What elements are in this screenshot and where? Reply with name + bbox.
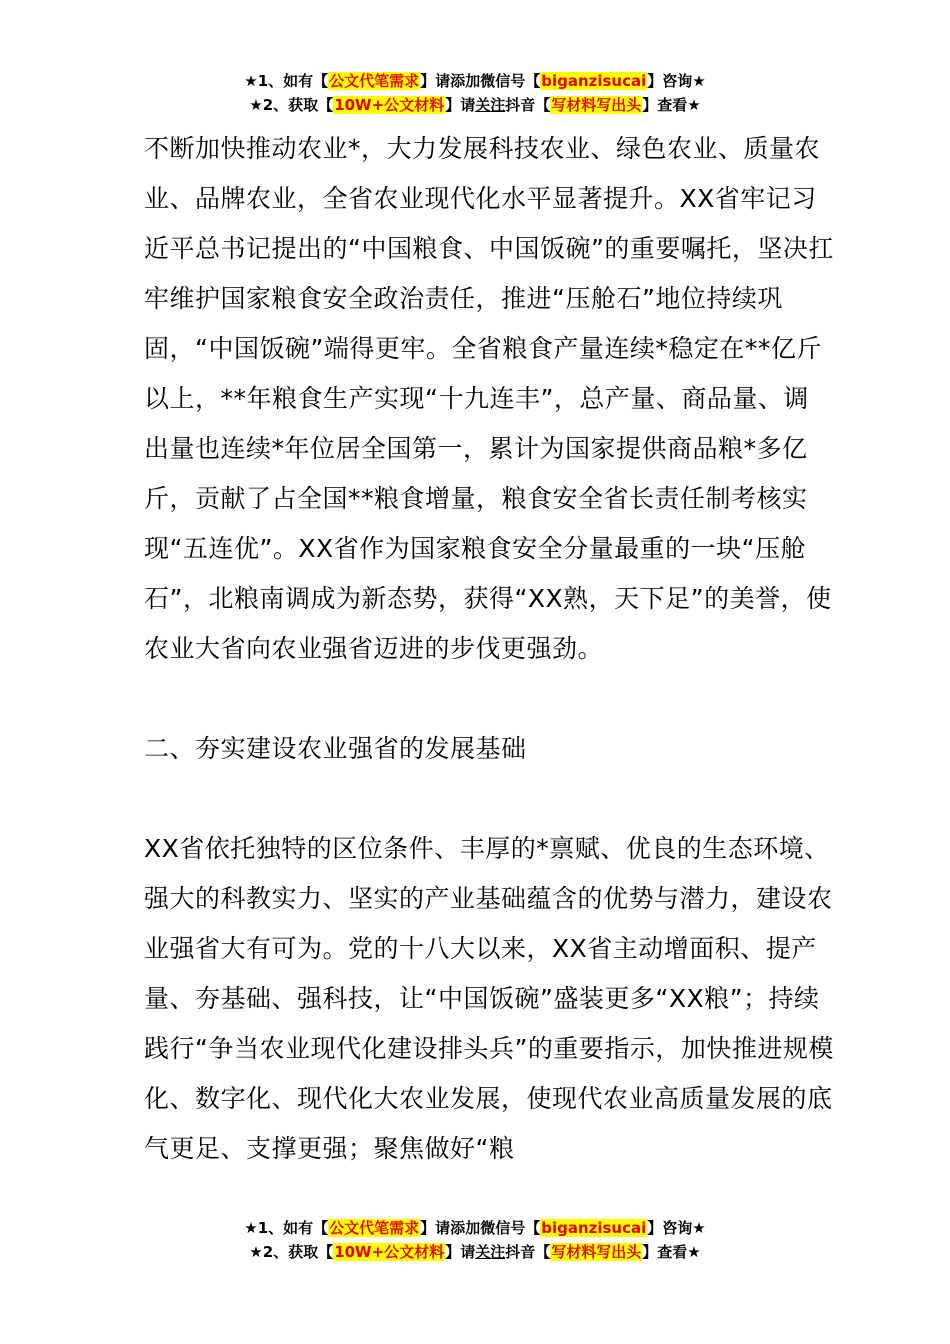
banner-text: 微信号【 bbox=[480, 72, 541, 90]
banner-text: 加 bbox=[465, 72, 481, 90]
banner-text: 】请添 bbox=[420, 1219, 466, 1237]
banner-highlight-douyin: 写材料写出头 bbox=[551, 1243, 642, 1261]
banner-text: 】咨询★ bbox=[647, 1219, 706, 1237]
paragraph-2: XX省依托独特的区位条件、丰厚的*禀赋、优良的生态环境、强大的科教实力、坚实的产业基础蕴含的优势与潜力，建设农业强省大有可为。党的十八大以来，XX省主动增面积、提产量、夯基础、强科技，让“中国饭碗”盛装更多“XX粮”；持续践行“争当农业现代化建设排头兵”的重要指示，加快推进规模化、数字化、现代化大农业发展，使现代农业高质量发展的底气更足、支撑更强；聚焦做好“粮 bbox=[144, 834, 834, 1163]
banner-text: 关注 bbox=[475, 96, 506, 114]
banner-text: 】请 bbox=[445, 96, 476, 114]
banner-text: 】请添 bbox=[420, 72, 466, 90]
document-body bbox=[144, 124, 834, 1174]
banner-highlight: 10W+公文材料 bbox=[334, 1243, 445, 1261]
banner-text: 抖音【 bbox=[505, 96, 551, 114]
banner-text: 】查看★ bbox=[642, 1243, 701, 1261]
banner-text: 】咨询★ bbox=[647, 72, 706, 90]
banner-highlight: 公文代笔需求 bbox=[329, 1219, 420, 1237]
paragraph-1: 不断加快推动农业*，大力发展科技农业、绿色农业、质量农业、品牌农业，全省农业现代化水平显著提升。XX省牢记习近平总书记提出的“中国粮食、中国饭碗”的重要嘱托，坚决扛牢维护国家粮食安全政治责任，推进“压舱石”地位持续巩固，“中国饭碗”端得更牢。全省粮食产量连续*稳定在**亿斤以上，**年粮食生产实现“十九连丰”，总产量、商品量、调出量也连续*年位居全国第一，累计为国家提供商品粮*多亿斤，贡献了占全国**粮食增量，粮食安全省长责任制考核实现“五连优”。XX省作为国家粮食安全分量最重的一块“压舱石”，北粮南调成为新态势，获得“XX熟，天下足”的美誉，使农业大省向农业强省迈进的步伐更强劲。 bbox=[144, 134, 834, 663]
banner-highlight-douyin: 写材料写出头 bbox=[551, 96, 642, 114]
banner-text: 加 bbox=[465, 1219, 481, 1237]
footer-banner bbox=[0, 1216, 950, 1264]
banner-line-2 bbox=[0, 1240, 950, 1264]
banner-text: 关注 bbox=[475, 1243, 506, 1261]
banner-text: 】请 bbox=[445, 1243, 476, 1261]
section-heading: 二、夯实建设农业强省的发展基础 bbox=[144, 734, 527, 763]
banner-text: ★2、获取【 bbox=[249, 96, 334, 114]
banner-text: 抖音【 bbox=[505, 1243, 551, 1261]
banner-highlight-wechat: biganzisucai bbox=[541, 1219, 647, 1237]
banner-text: 】查看★ bbox=[642, 96, 701, 114]
banner-line-1 bbox=[0, 69, 950, 93]
banner-highlight: 公文代笔需求 bbox=[329, 72, 420, 90]
banner-text: ★2、获取【 bbox=[249, 1243, 334, 1261]
banner-highlight-wechat: biganzisucai bbox=[541, 72, 647, 90]
header-banner bbox=[0, 69, 950, 117]
banner-line-1 bbox=[0, 1216, 950, 1240]
banner-text: 微信号【 bbox=[480, 1219, 541, 1237]
banner-text: ★1、如有【 bbox=[244, 1219, 329, 1237]
banner-text: ★1、如有【 bbox=[244, 72, 329, 90]
banner-line-2 bbox=[0, 93, 950, 117]
banner-highlight: 10W+公文材料 bbox=[334, 96, 445, 114]
